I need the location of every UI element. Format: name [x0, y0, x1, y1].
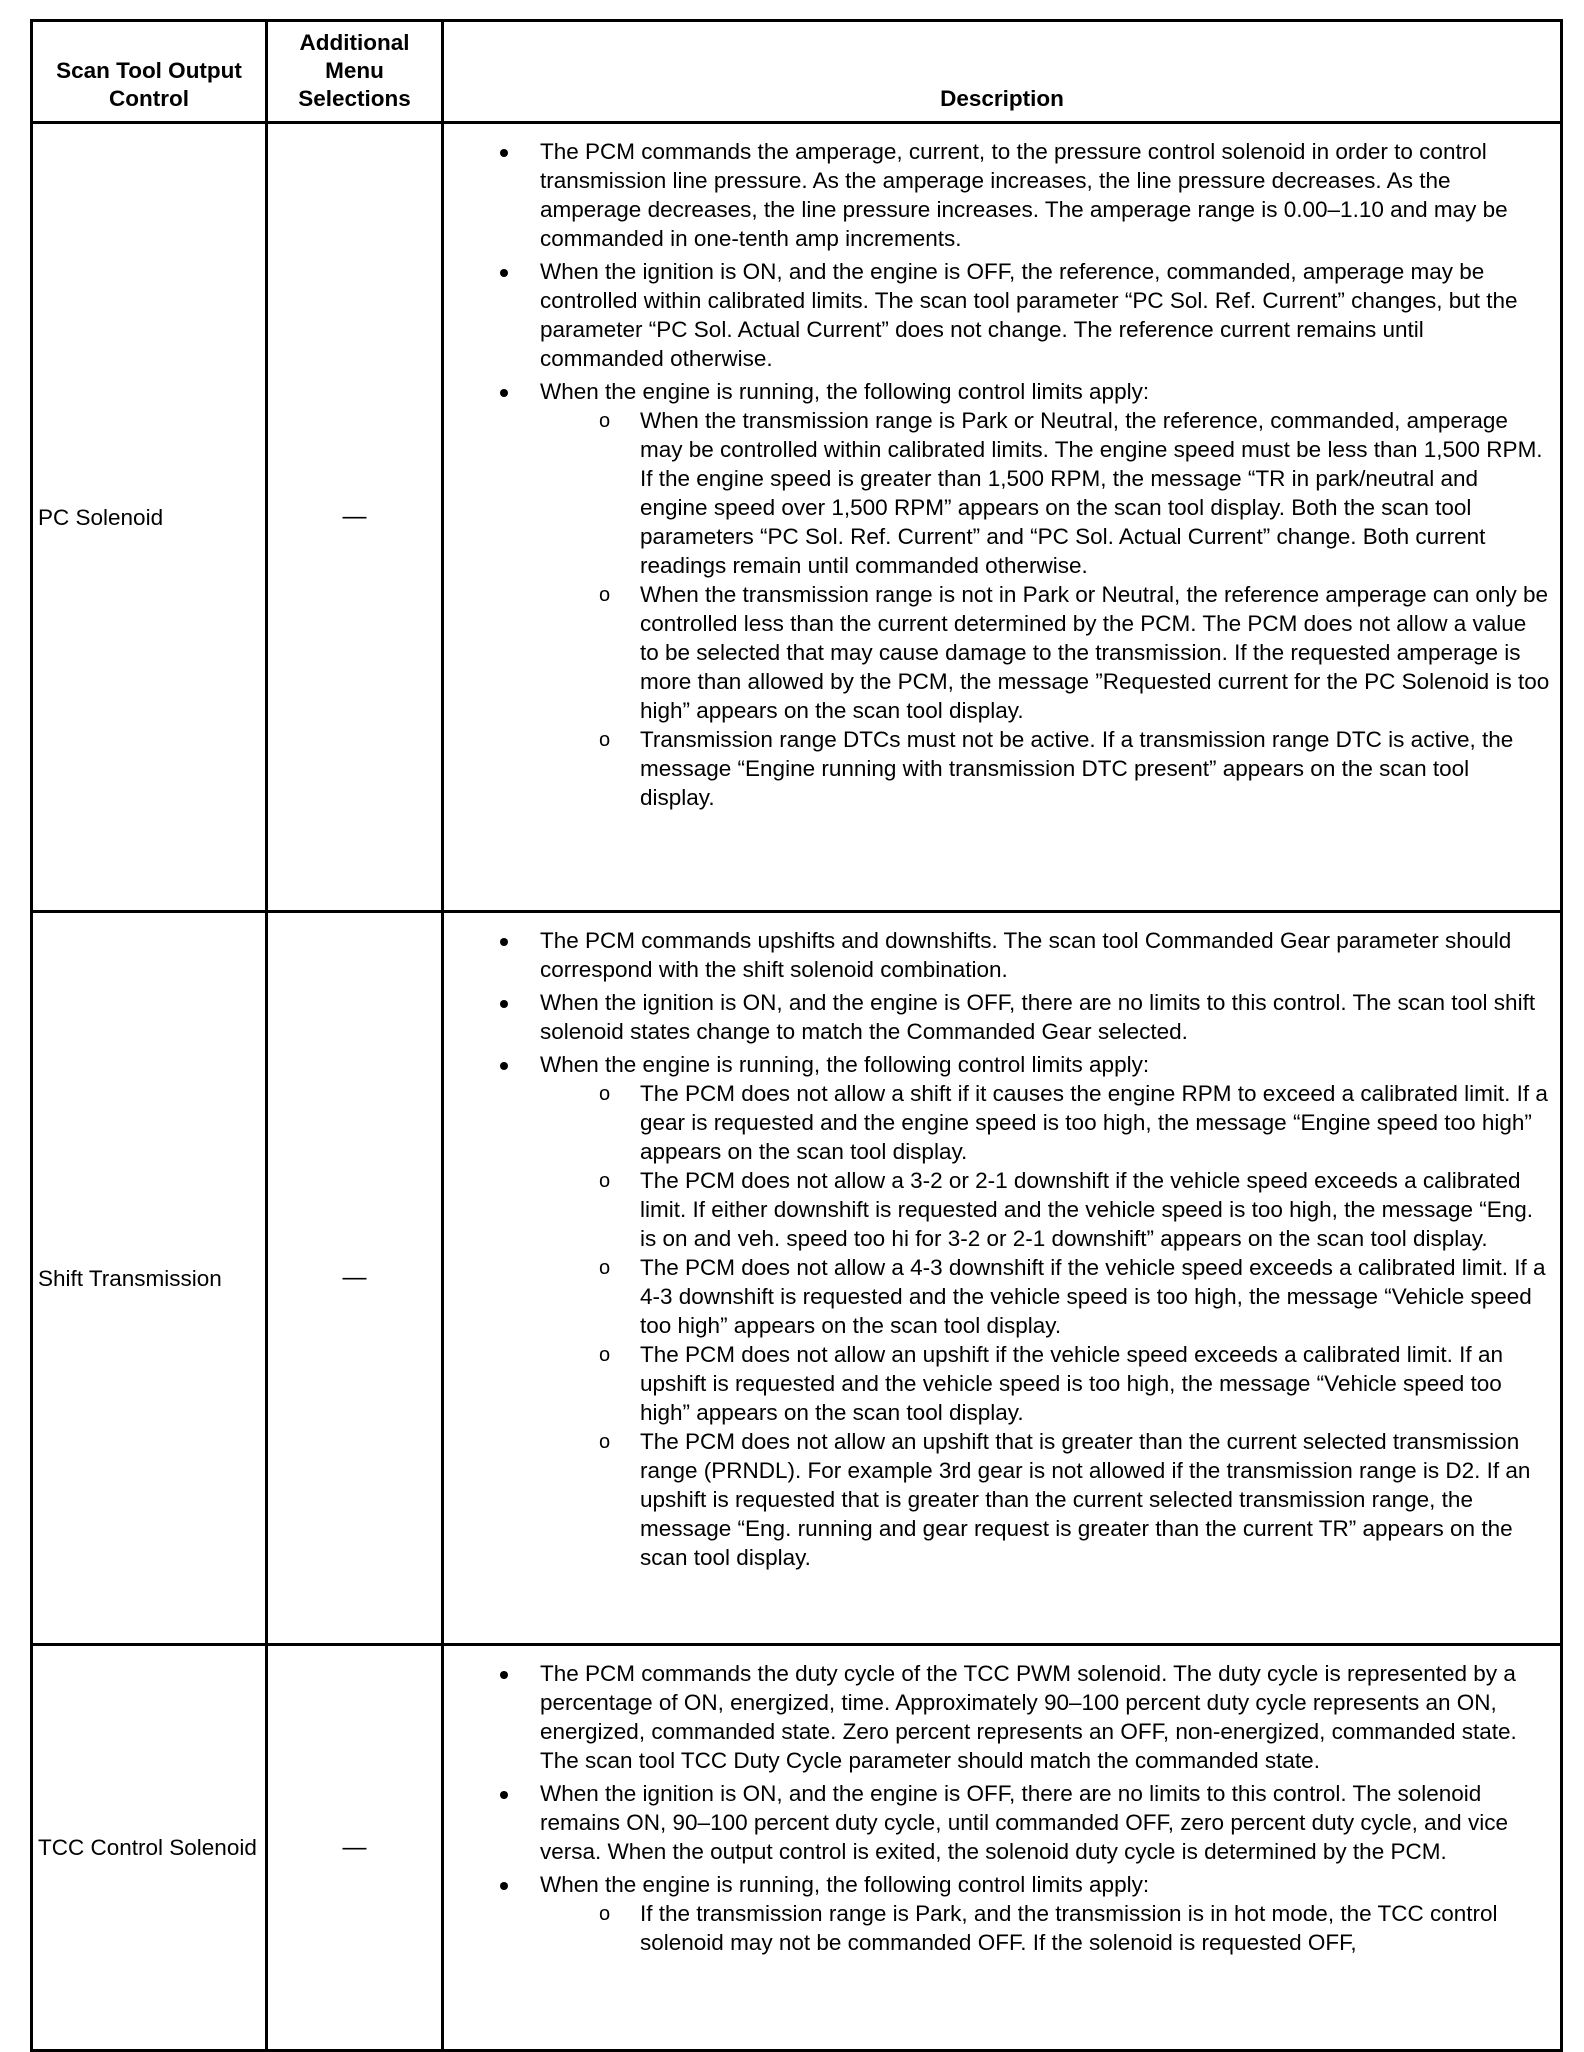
output-controls-table: [30, 19, 1563, 2052]
table-row: [32, 1645, 1562, 2051]
description-cell: [443, 1645, 1562, 2051]
bullet-icon: [500, 1000, 508, 1008]
header-control: Scan Tool Output Control: [32, 21, 267, 123]
circle-bullet-icon: o: [599, 1170, 611, 1192]
bullet-icon: [500, 149, 508, 157]
header-menu: Additional Menu Selections: [267, 21, 443, 123]
circle-bullet-icon: o: [599, 1431, 611, 1453]
bullet-item: When the ignition is ON, and the engine is OFF, the reference, commanded, amperage may be controlled within calibrated limits. The scan tool parameter “PC Sol. Ref. Current” changes, but the parameter “PC Sol. Actual Current” does not change. The reference current remains until commanded otherwise.: [444, 257, 1550, 373]
sub-item: o When the transmission range is not in Park or Neutral, the reference amperage can only be controlled less than the current determined by the PCM. The PCM does not allow a value to be selected that may cause damage to the transmission. If the requested amperage is more than allowed by the PCM, the message ”Requested current for the PC Solenoid is too high” appears on the scan tool display.: [599, 582, 1550, 723]
bullet-icon: [500, 938, 508, 946]
control-name: Shift Transmission: [32, 912, 267, 1645]
bullet-icon: [500, 1671, 508, 1679]
sub-item: o The PCM does not allow a 3-2 or 2-1 downshift if the vehicle speed exceeds a calibrated limit. If either downshift is requested and the vehicle speed is too high, the message “Eng. is on and veh. speed too hi for 3-2 or 2-1 downshift” appears on the scan tool display.: [599, 1168, 1534, 1251]
sub-item: o The PCM does not allow an upshift that is greater than the current selected transmission range (PRNDL). For example 3rd gear is not allowed if the transmission range is D2. If an upshift is requested that is greater than the current selected transmission range, the message “Eng. running and gear request is greater than the current TR” appears on the scan tool display.: [599, 1429, 1531, 1570]
bullet-item: When the engine is running, the following control limits apply: o When the transmission range is Park or Neutral, the reference, commanded, amperage may be controlled within calibrated limits. The engine speed must be less than 1,500 RPM. If the engine speed is greater than 1,500 RPM, the message “TR in park/neutral and engine speed over 1,500 RPM” appears on the scan tool display. Both the scan tool parameters “PC Sol. Ref. Current” and “PC Sol. Actual Current” change. Both current readings remain until commanded otherwise. o When the transmission range is not in Park or Neutral, the reference amperage can only be controlled less than the current determined by the PCM. The PCM does not allow a value to be selected that may cause damage to the transmission. If the requested amperage is more than allowed by the PCM, the message ”Requested current for the PC Solenoid is too high” appears on the scan tool display. o Transmission range DTCs must not be active. If a transmission range DTC is active, the message “Engine running with transmission DTC present” appears on the scan tool display.: [444, 377, 1550, 812]
menu-selection: —: [267, 1645, 443, 2051]
bullet-item: When the engine is running, the following control limits apply: o The PCM does not allow a shift if it causes the engine RPM to exceed a calibrated limit. If a gear is requested and the engine speed is too high, the message “Engine speed too high” appears on the scan tool display. o The PCM does not allow a 3-2 or 2-1 downshift if the vehicle speed exceeds a calibrated limit. If either downshift is requested and the vehicle speed is too high, the message “Eng. is on and veh. speed too hi for 3-2 or 2-1 downshift” appears on the scan tool display. o The PCM does not allow a 4-3 downshift if the vehicle speed exceeds a calibrated limit. If a 4-3 downshift is requested and the vehicle speed is too high, the message “Vehicle speed too high” appears on the scan tool display. o The PCM does not allow an upshift if the vehicle speed exceeds a calibrated limit. If an upshift is requested and the vehicle speed is too high, the message “Vehicle speed too high” appears on the scan tool display. o The PCM does not allow an upshift that is greater than the current selected transmission range (PRNDL). For example 3rd gear is not allowed if the transmission range is D2. If an upshift is requested that is greater than the current selected transmission range, the message “Eng. running and gear request is greater than the current TR” appears on the scan tool display.: [444, 1050, 1550, 1572]
description-cell: [443, 912, 1562, 1645]
circle-bullet-icon: o: [599, 584, 611, 606]
bullet-item: When the ignition is ON, and the engine is OFF, there are no limits to this control. The solenoid remains ON, 90–100 percent duty cycle, until commanded OFF, zero percent duty cycle, and vice versa. When the output control is exited, the solenoid duty cycle is determined by the PCM.: [444, 1779, 1550, 1866]
sub-item: o When the transmission range is Park or Neutral, the reference, commanded, amperage may be controlled within calibrated limits. The engine speed must be less than 1,500 RPM. If the engine speed is greater than 1,500 RPM, the message “TR in park/neutral and engine speed over 1,500 RPM” appears on the scan tool display. Both the scan tool parameters “PC Sol. Ref. Current” and “PC Sol. Actual Current” change. Both current readings remain until commanded otherwise.: [599, 408, 1543, 578]
sub-item: o Transmission range DTCs must not be active. If a transmission range DTC is active, the message “Engine running with transmission DTC present” appears on the scan tool display.: [599, 727, 1514, 810]
menu-selection: —: [267, 123, 443, 912]
circle-bullet-icon: o: [599, 1903, 611, 1925]
header-row: [32, 21, 1562, 123]
bullet-icon: [500, 1062, 508, 1070]
circle-bullet-icon: o: [599, 729, 611, 751]
sub-item: o The PCM does not allow a shift if it causes the engine RPM to exceed a calibrated limit. If a gear is requested and the engine speed is too high, the message “Engine speed too high” appears on the scan tool display.: [599, 1081, 1548, 1164]
bullet-item: When the ignition is ON, and the engine is OFF, there are no limits to this control. The scan tool shift solenoid states change to match the Commanded Gear selected.: [444, 988, 1550, 1046]
bullet-item: When the engine is running, the following control limits apply: o If the transmission range is Park, and the transmission is in hot mode, the TCC control solenoid may not be commanded OFF. If the solenoid is requested OFF,: [444, 1870, 1550, 1957]
bullet-icon: [500, 1882, 508, 1890]
circle-bullet-icon: o: [599, 1257, 611, 1279]
bullet-icon: [500, 1791, 508, 1799]
bullet-icon: [500, 269, 508, 277]
bullet-item: The PCM commands the duty cycle of the TCC PWM solenoid. The duty cycle is represented by a percentage of ON, energized, time. Approximately 90–100 percent duty cycle represents an ON, energized, commanded state. Zero percent represents an OFF, non-energized, commanded state. The scan tool TCC Duty Cycle parameter should match the commanded state.: [444, 1659, 1550, 1775]
bullet-item: The PCM commands upshifts and downshifts. The scan tool Commanded Gear parameter should correspond with the shift solenoid combination.: [444, 926, 1550, 984]
description-cell: [443, 123, 1562, 912]
sub-item: o The PCM does not allow an upshift if the vehicle speed exceeds a calibrated limit. If an upshift is requested and the vehicle speed is too high, the message “Vehicle speed too high” appears on the scan tool display.: [599, 1342, 1503, 1425]
sub-item: o If the transmission range is Park, and the transmission is in hot mode, the TCC control solenoid may not be commanded OFF. If the solenoid is requested OFF,: [599, 1901, 1498, 1955]
table-row: [32, 123, 1562, 912]
bullet-icon: [500, 389, 508, 397]
control-name: TCC Control Solenoid: [32, 1645, 267, 2051]
menu-selection: —: [267, 912, 443, 1645]
table-row: [32, 912, 1562, 1645]
header-description: Description: [443, 21, 1562, 123]
circle-bullet-icon: o: [599, 1083, 611, 1105]
sub-item: o The PCM does not allow a 4-3 downshift if the vehicle speed exceeds a calibrated limit. If a 4-3 downshift is requested and the vehicle speed is too high, the message “Vehicle speed too high” appears on the scan tool display.: [599, 1255, 1546, 1338]
circle-bullet-icon: o: [599, 410, 611, 432]
bullet-item: The PCM commands the amperage, current, to the pressure control solenoid in order to control transmission line pressure. As the amperage increases, the line pressure decreases. As the amperage decreases, the line pressure increases. The amperage range is 0.00–1.10 and may be commanded in one-tenth amp increments.: [444, 137, 1550, 253]
control-name: PC Solenoid: [32, 123, 267, 912]
circle-bullet-icon: o: [599, 1344, 611, 1366]
